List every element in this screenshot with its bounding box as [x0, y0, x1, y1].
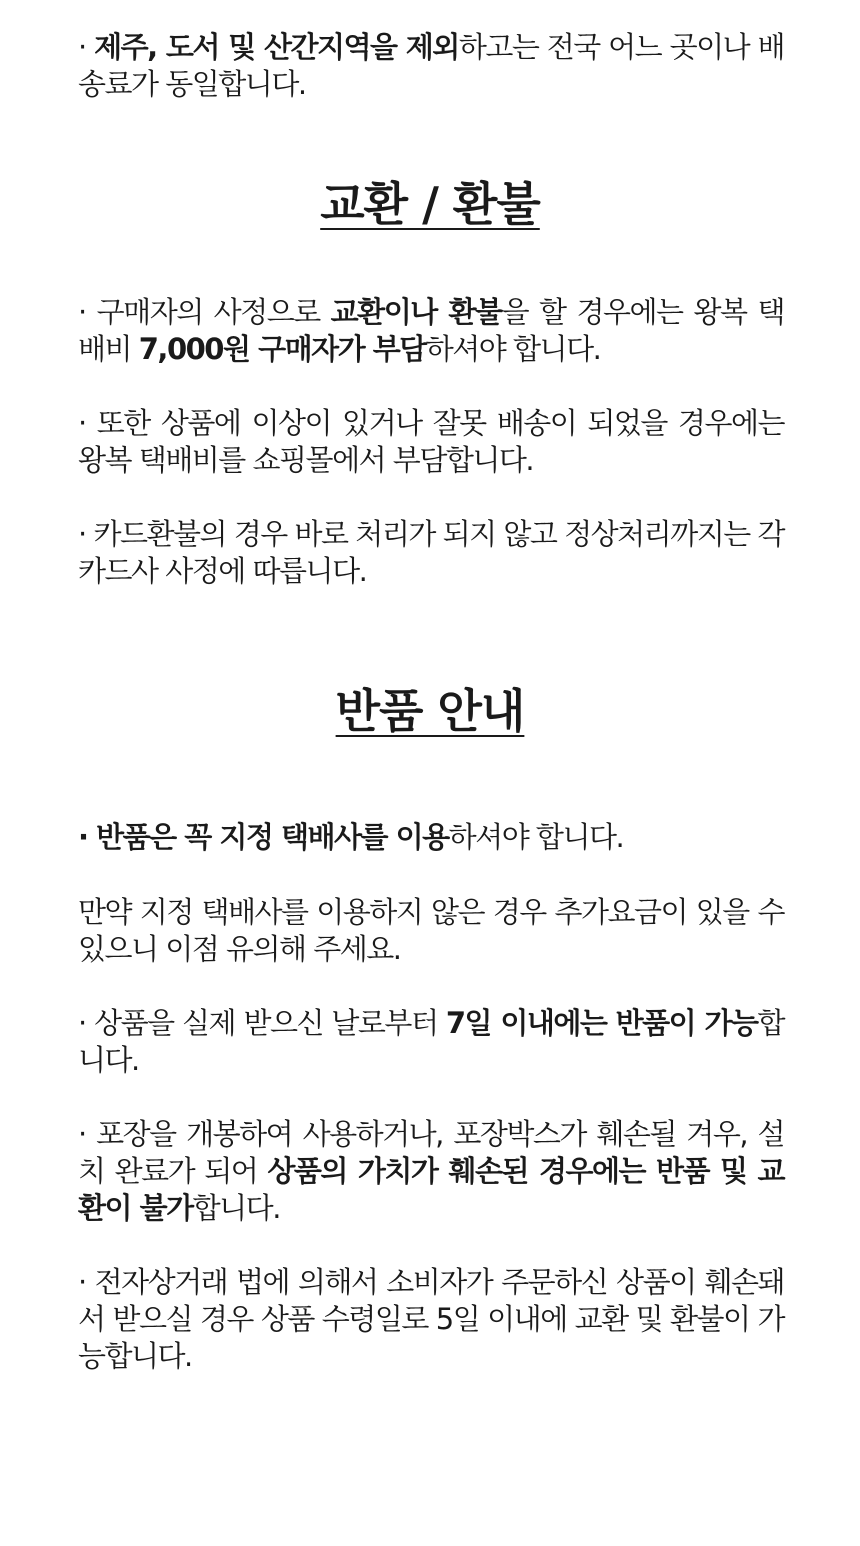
exchange-refund-heading [0, 176, 860, 232]
exchange-p1-pre: · 구매자의 사정으로 [78, 295, 331, 329]
damaged-packaging-pre: · 포장을 개봉하여 사용하거나, 포장박스가 훼손될 겨우, 설치 완료가 되어 [78, 1117, 784, 1188]
designated-courier-notice [78, 819, 784, 856]
ecommerce-law-notice: · 전자상거래 법에 의해서 소비자가 주문하신 상품이 훼손돼서 받으실 경우 상품 수령일로 5일 이내에 교환 및 환불이 가능합니다. [78, 1265, 784, 1373]
exchange-refund-bold: 교환이나 환불 [330, 295, 502, 329]
shipping-fee-notice [78, 29, 784, 103]
return-period-bold: 7일 이내에는 반품이 가능 [445, 1006, 758, 1040]
return-period-post: 합니다. [78, 1006, 785, 1077]
damaged-packaging-post: 합니다. [192, 1191, 280, 1225]
damaged-packaging-bold: 상품의 가치가 훼손된 경우에는 반품 및 교환이 불가 [78, 1154, 784, 1225]
exchange-seller-cost-notice: · 또한 상품에 이상이 있거나 잘못 배송이 되었을 경우에는 왕복 택배비를 쇼핑몰에서 부담합니다. [78, 406, 784, 477]
excluded-regions-text: 제주, 도서 및 산간지역을 제외 [94, 30, 459, 64]
return-period-pre: · 상품을 실제 받으신 날로부터 [78, 1006, 446, 1040]
shipping-fee-rest: 하고는 전국 어느 곳이나 배송료가 동일합니다. [78, 30, 785, 101]
returns-heading [0, 683, 860, 739]
card-refund-notice: · 카드환불의 경우 바로 처리가 되지 않고 정상처리까지는 각 카드사 사정에 따릅니다. [78, 517, 784, 588]
exchange-buyer-cost-notice [78, 294, 784, 368]
designated-courier-bold: · 반품은 꼭 지정 택배사를 이용 [78, 820, 449, 854]
damaged-packaging-notice [78, 1116, 784, 1227]
return-period-notice [78, 1005, 784, 1079]
buyer-cost-bold: 7,000원 구매자가 부담 [138, 332, 426, 366]
extra-fee-notice: 만약 지정 택배사를 이용하지 않은 경우 추가요금이 있을 수 있으니 이점 유의해 주세요. [78, 895, 784, 966]
exchange-p1-mid: 을 할 경우에는 왕복 택배비 [78, 295, 784, 366]
exchange-refund-title: 교환 / 환불 [320, 177, 540, 231]
returns-title: 반품 안내 [335, 684, 525, 738]
exchange-p1-post: 하셔야 합니다. [425, 332, 601, 366]
designated-courier-rest: 하셔야 합니다. [448, 820, 624, 854]
bullet: · [78, 30, 95, 64]
